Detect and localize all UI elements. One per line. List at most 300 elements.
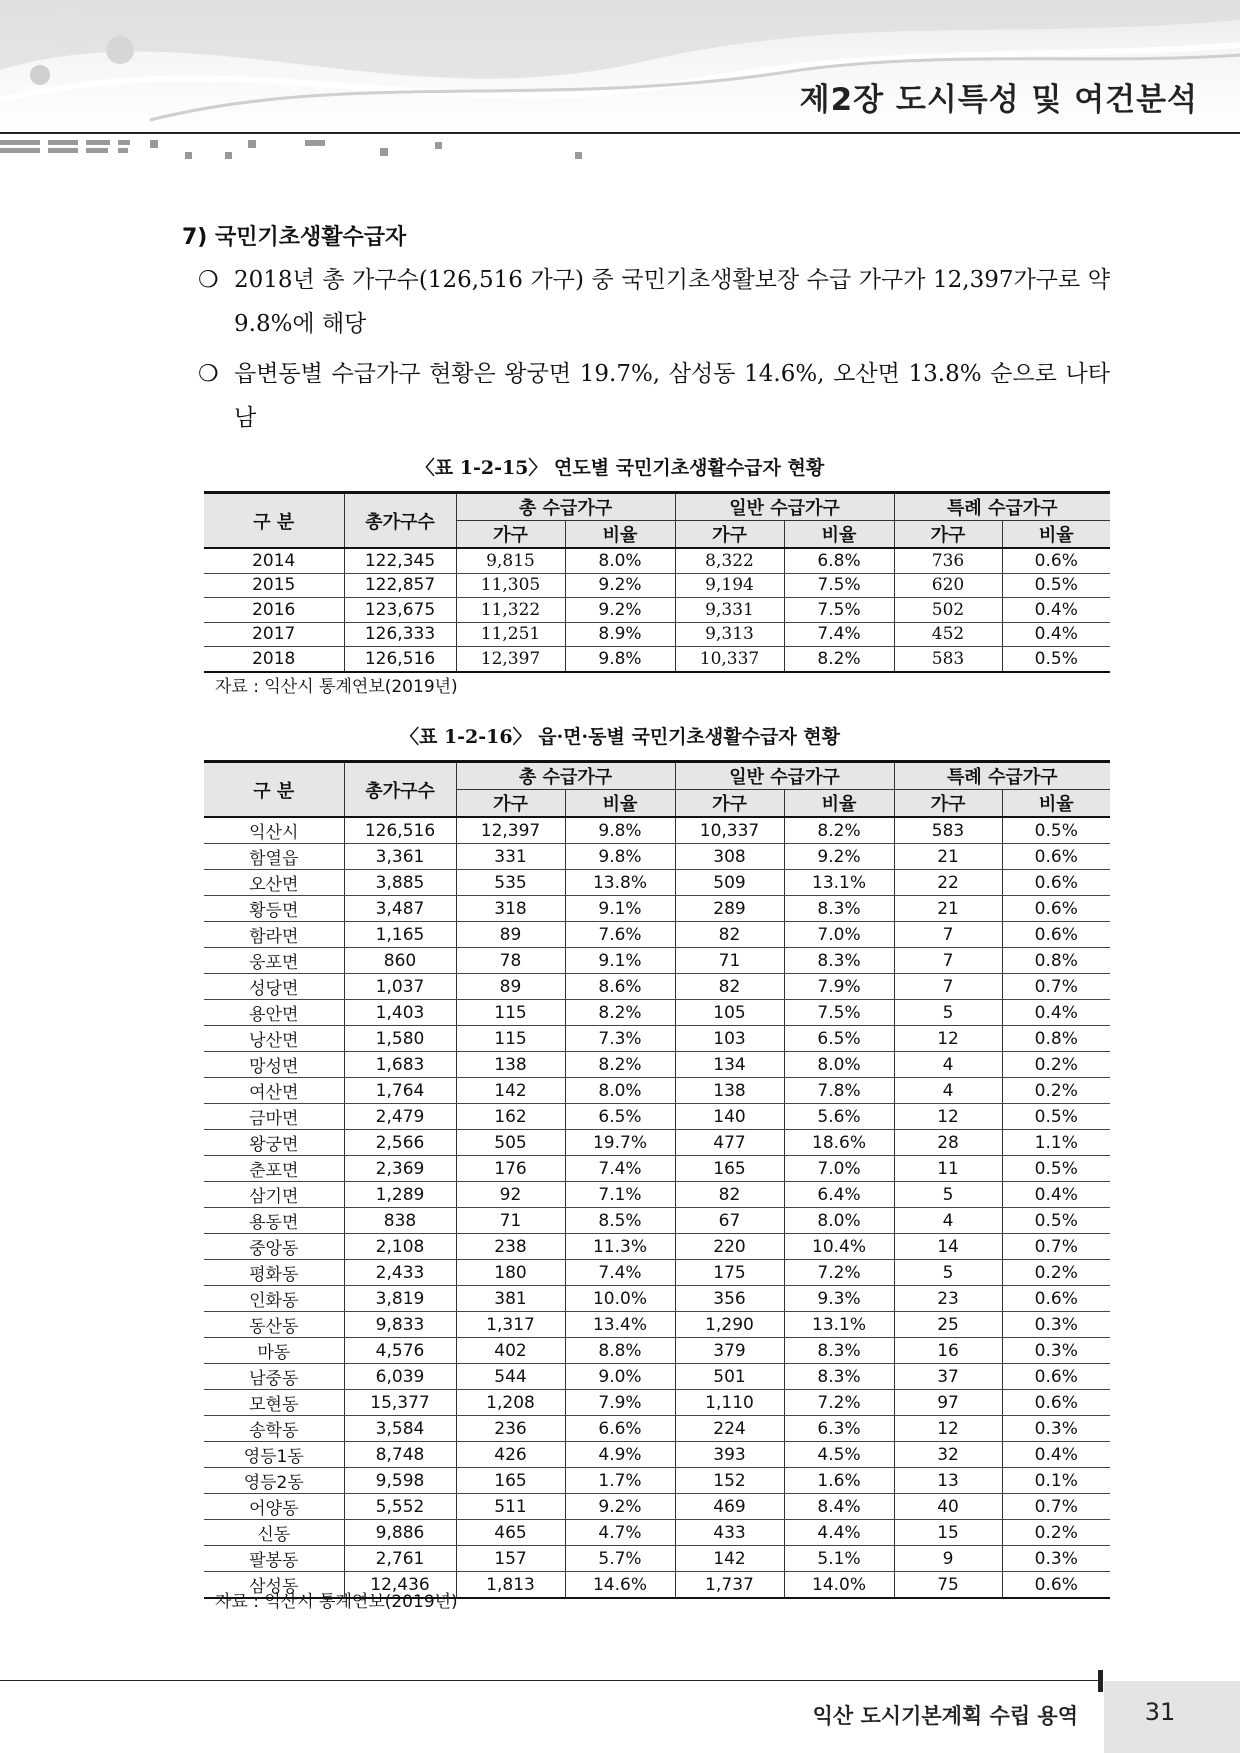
header-ratio: 비율 [784, 790, 894, 818]
cell-recipient-households: 1,317 [456, 1312, 565, 1338]
cell-special-ratio: 0.3% [1002, 1546, 1110, 1572]
cell-special-ratio: 0.2% [1002, 1520, 1110, 1546]
cell-recipient-households: 236 [456, 1416, 565, 1442]
cell-general-households: 140 [675, 1104, 784, 1130]
cell-special-ratio: 0.7% [1002, 1494, 1110, 1520]
cell-row-label: 신동 [204, 1520, 344, 1546]
cell-total-households: 2,566 [344, 1130, 456, 1156]
header-general-recipients: 일반 수급가구 [675, 493, 894, 521]
cell-special-ratio: 0.4% [1002, 622, 1110, 647]
cell-general-households: 469 [675, 1494, 784, 1520]
cell-general-households: 152 [675, 1468, 784, 1494]
cell-special-households: 736 [894, 548, 1002, 573]
header-households: 가구 [675, 790, 784, 818]
cell-recipient-households: 402 [456, 1338, 565, 1364]
cell-total-households: 1,683 [344, 1052, 456, 1078]
cell-general-households: 142 [675, 1546, 784, 1572]
cell-general-households: 67 [675, 1208, 784, 1234]
cell-recipient-households: 11,251 [456, 622, 565, 647]
cell-general-ratio: 8.0% [784, 1208, 894, 1234]
cell-total-households: 5,552 [344, 1494, 456, 1520]
table-row [204, 598, 1110, 623]
cell-recipient-ratio: 4.7% [565, 1520, 675, 1546]
cell-special-ratio: 0.6% [1002, 1364, 1110, 1390]
cell-recipient-ratio: 13.8% [565, 870, 675, 896]
cell-row-label: 영등2동 [204, 1468, 344, 1494]
cell-recipient-households: 180 [456, 1260, 565, 1286]
table-row [204, 1520, 1110, 1546]
cell-row-label: 모현동 [204, 1390, 344, 1416]
cell-total-households: 2,761 [344, 1546, 456, 1572]
cell-special-ratio: 0.6% [1002, 922, 1110, 948]
cell-special-ratio: 0.2% [1002, 1260, 1110, 1286]
cell-recipient-ratio: 11.3% [565, 1234, 675, 1260]
cell-special-households: 13 [894, 1468, 1002, 1494]
cell-recipient-ratio: 8.5% [565, 1208, 675, 1234]
cell-row-label: 2018 [204, 647, 344, 672]
cell-special-ratio: 0.6% [1002, 896, 1110, 922]
cell-row-label: 황등면 [204, 896, 344, 922]
cell-general-households: 134 [675, 1052, 784, 1078]
cell-recipient-ratio: 13.4% [565, 1312, 675, 1338]
cell-recipient-ratio: 8.8% [565, 1338, 675, 1364]
cell-row-label: 용안면 [204, 1000, 344, 1026]
cell-row-label: 익산시 [204, 817, 344, 844]
cell-general-ratio: 6.3% [784, 1416, 894, 1442]
cell-total-households: 9,886 [344, 1520, 456, 1546]
cell-general-ratio: 7.4% [784, 622, 894, 647]
cell-general-ratio: 7.9% [784, 974, 894, 1000]
cell-recipient-ratio: 9.2% [565, 1494, 675, 1520]
cell-row-label: 남중동 [204, 1364, 344, 1390]
cell-special-ratio: 0.6% [1002, 548, 1110, 573]
cell-total-households: 1,580 [344, 1026, 456, 1052]
cell-row-label: 여산면 [204, 1078, 344, 1104]
cell-general-ratio: 1.6% [784, 1468, 894, 1494]
cell-special-households: 4 [894, 1208, 1002, 1234]
table-row [204, 1104, 1110, 1130]
table-row [204, 844, 1110, 870]
cell-general-households: 10,337 [675, 647, 784, 672]
table-row [204, 1286, 1110, 1312]
cell-special-households: 11 [894, 1156, 1002, 1182]
cell-general-ratio: 10.4% [784, 1234, 894, 1260]
cell-special-households: 4 [894, 1078, 1002, 1104]
header-special-recipients: 특례 수급가구 [894, 493, 1110, 521]
cell-special-households: 4 [894, 1052, 1002, 1078]
cell-general-ratio: 7.2% [784, 1390, 894, 1416]
cell-general-ratio: 7.2% [784, 1260, 894, 1286]
cell-special-households: 12 [894, 1104, 1002, 1130]
cell-general-households: 224 [675, 1416, 784, 1442]
header-ratio: 비율 [565, 790, 675, 818]
table-row [204, 870, 1110, 896]
table2-source: 자료 : 익산시 통계연보(2019년) [215, 1592, 458, 1612]
bullet-text: 2018년 총 가구수(126,516 가구) 중 국민기초생활보장 수급 가구가 12,397가구로 약 9.8%에 해당 [234, 267, 1110, 337]
cell-row-label: 2014 [204, 548, 344, 573]
cell-total-households: 122,345 [344, 548, 456, 573]
cell-total-households: 1,403 [344, 1000, 456, 1026]
cell-general-ratio: 4.5% [784, 1442, 894, 1468]
cell-recipient-households: 505 [456, 1130, 565, 1156]
table-row [204, 548, 1110, 573]
cell-total-households: 12,436 [344, 1572, 456, 1599]
cell-special-households: 9 [894, 1546, 1002, 1572]
cell-row-label: 인화동 [204, 1286, 344, 1312]
cell-recipient-ratio: 9.8% [565, 647, 675, 672]
cell-recipient-households: 165 [456, 1468, 565, 1494]
page-header [0, 0, 1240, 135]
cell-general-households: 71 [675, 948, 784, 974]
cell-general-ratio: 13.1% [784, 1312, 894, 1338]
cell-general-ratio: 9.3% [784, 1286, 894, 1312]
cell-total-households: 126,516 [344, 647, 456, 672]
cell-special-households: 15 [894, 1520, 1002, 1546]
cell-recipient-households: 9,815 [456, 548, 565, 573]
cell-general-ratio: 6.8% [784, 548, 894, 573]
cell-special-ratio: 0.4% [1002, 598, 1110, 623]
cell-special-households: 5 [894, 1182, 1002, 1208]
cell-row-label: 망성면 [204, 1052, 344, 1078]
cell-total-households: 3,584 [344, 1416, 456, 1442]
table1-yearly [204, 491, 1110, 673]
cell-special-households: 23 [894, 1286, 1002, 1312]
table-row [204, 1494, 1110, 1520]
cell-row-label: 오산면 [204, 870, 344, 896]
cell-total-households: 3,361 [344, 844, 456, 870]
cell-recipient-ratio: 7.9% [565, 1390, 675, 1416]
cell-recipient-ratio: 7.1% [565, 1182, 675, 1208]
cell-special-ratio: 0.5% [1002, 1208, 1110, 1234]
cell-general-ratio: 5.1% [784, 1546, 894, 1572]
table-row [204, 622, 1110, 647]
cell-special-households: 37 [894, 1364, 1002, 1390]
cell-recipient-ratio: 8.6% [565, 974, 675, 1000]
footer-title: 익산 도시기본계획 수립 용역 [812, 1704, 1078, 1728]
cell-recipient-ratio: 9.2% [565, 573, 675, 598]
cell-general-households: 82 [675, 1182, 784, 1208]
cell-row-label: 삼기면 [204, 1182, 344, 1208]
cell-total-households: 3,885 [344, 870, 456, 896]
cell-special-ratio: 0.7% [1002, 974, 1110, 1000]
cell-recipient-ratio: 4.9% [565, 1442, 675, 1468]
cell-recipient-ratio: 8.9% [565, 622, 675, 647]
table-row [204, 1078, 1110, 1104]
cell-special-ratio: 0.6% [1002, 1572, 1110, 1599]
cell-row-label: 어양동 [204, 1494, 344, 1520]
cell-recipient-households: 162 [456, 1104, 565, 1130]
cell-general-ratio: 8.3% [784, 948, 894, 974]
cell-special-ratio: 0.5% [1002, 1156, 1110, 1182]
cell-recipient-ratio: 7.6% [565, 922, 675, 948]
cell-general-households: 393 [675, 1442, 784, 1468]
header-ratio: 비율 [1002, 790, 1110, 818]
table-row [204, 647, 1110, 672]
cell-special-ratio: 0.8% [1002, 948, 1110, 974]
cell-general-households: 1,110 [675, 1390, 784, 1416]
cell-special-households: 21 [894, 896, 1002, 922]
cell-general-ratio: 8.3% [784, 1338, 894, 1364]
table-row [204, 1156, 1110, 1182]
cell-total-households: 15,377 [344, 1390, 456, 1416]
header-households: 가구 [675, 521, 784, 549]
cell-special-ratio: 0.2% [1002, 1078, 1110, 1104]
header-total-households: 총가구수 [344, 493, 456, 549]
cell-special-households: 21 [894, 844, 1002, 870]
cell-special-ratio: 0.5% [1002, 647, 1110, 672]
bullet-text: 읍변동별 수급가구 현황은 왕궁면 19.7%, 삼성동 14.6%, 오산면 13.8% 순으로 나타남 [234, 361, 1110, 431]
cell-recipient-ratio: 1.7% [565, 1468, 675, 1494]
cell-recipient-ratio: 7.4% [565, 1156, 675, 1182]
cell-general-ratio: 7.5% [784, 1000, 894, 1026]
cell-recipient-ratio: 9.1% [565, 948, 675, 974]
header-households: 가구 [894, 790, 1002, 818]
cell-recipient-ratio: 10.0% [565, 1286, 675, 1312]
cell-row-label: 팔봉동 [204, 1546, 344, 1572]
cell-general-ratio: 7.0% [784, 922, 894, 948]
cell-row-label: 낭산면 [204, 1026, 344, 1052]
cell-recipient-ratio: 14.6% [565, 1572, 675, 1599]
cell-general-households: 308 [675, 844, 784, 870]
cell-total-households: 2,433 [344, 1260, 456, 1286]
cell-recipient-households: 115 [456, 1026, 565, 1052]
cell-general-households: 356 [675, 1286, 784, 1312]
cell-special-ratio: 0.7% [1002, 1234, 1110, 1260]
cell-recipient-households: 1,813 [456, 1572, 565, 1599]
header-general-recipients: 일반 수급가구 [675, 762, 894, 790]
cell-general-households: 1,290 [675, 1312, 784, 1338]
cell-total-households: 123,675 [344, 598, 456, 623]
page-number: 31 [1144, 1698, 1176, 1726]
cell-general-ratio: 8.4% [784, 1494, 894, 1520]
cell-total-households: 122,857 [344, 573, 456, 598]
cell-row-label: 함열읍 [204, 844, 344, 870]
table-row [204, 1364, 1110, 1390]
cell-special-ratio: 0.8% [1002, 1026, 1110, 1052]
bullet-paragraph [198, 352, 1110, 440]
header-dots-decoration [0, 138, 600, 168]
cell-recipient-ratio: 6.6% [565, 1416, 675, 1442]
cell-special-ratio: 0.4% [1002, 1000, 1110, 1026]
cell-recipient-households: 12,397 [456, 647, 565, 672]
cell-special-households: 40 [894, 1494, 1002, 1520]
cell-special-households: 5 [894, 1260, 1002, 1286]
cell-general-households: 9,331 [675, 598, 784, 623]
cell-recipient-households: 115 [456, 1000, 565, 1026]
cell-total-households: 3,487 [344, 896, 456, 922]
header-rule [0, 132, 1240, 134]
cell-total-households: 4,576 [344, 1338, 456, 1364]
cell-total-households: 2,108 [344, 1234, 456, 1260]
cell-total-households: 1,037 [344, 974, 456, 1000]
cell-general-households: 477 [675, 1130, 784, 1156]
cell-total-households: 6,039 [344, 1364, 456, 1390]
cell-special-households: 620 [894, 573, 1002, 598]
cell-general-ratio: 4.4% [784, 1520, 894, 1546]
cell-special-households: 28 [894, 1130, 1002, 1156]
cell-general-ratio: 8.3% [784, 1364, 894, 1390]
footer-rule [0, 1680, 1100, 1681]
cell-special-households: 583 [894, 817, 1002, 844]
cell-total-households: 126,516 [344, 817, 456, 844]
table1-caption: 〈표 1-2-15〉 연도별 국민기초생활수급자 현황 [415, 457, 825, 479]
cell-general-ratio: 7.5% [784, 598, 894, 623]
cell-recipient-households: 426 [456, 1442, 565, 1468]
cell-recipient-ratio: 9.2% [565, 598, 675, 623]
cell-row-label: 용동면 [204, 1208, 344, 1234]
cell-recipient-households: 11,305 [456, 573, 565, 598]
cell-general-ratio: 9.2% [784, 844, 894, 870]
cell-special-households: 583 [894, 647, 1002, 672]
cell-general-households: 103 [675, 1026, 784, 1052]
cell-total-households: 9,598 [344, 1468, 456, 1494]
cell-special-households: 22 [894, 870, 1002, 896]
cell-special-ratio: 0.5% [1002, 817, 1110, 844]
cell-special-ratio: 0.3% [1002, 1416, 1110, 1442]
cell-recipient-households: 465 [456, 1520, 565, 1546]
cell-row-label: 중앙동 [204, 1234, 344, 1260]
cell-special-ratio: 1.1% [1002, 1130, 1110, 1156]
cell-recipient-households: 11,322 [456, 598, 565, 623]
cell-recipient-households: 318 [456, 896, 565, 922]
cell-general-households: 501 [675, 1364, 784, 1390]
circle-bullet-icon: ❍ [198, 267, 219, 293]
cell-recipient-households: 176 [456, 1156, 565, 1182]
cell-recipient-ratio: 8.0% [565, 548, 675, 573]
cell-special-households: 12 [894, 1026, 1002, 1052]
table-row [204, 948, 1110, 974]
cell-row-label: 영등1동 [204, 1442, 344, 1468]
cell-special-households: 7 [894, 974, 1002, 1000]
cell-general-households: 9,313 [675, 622, 784, 647]
cell-special-households: 12 [894, 1416, 1002, 1442]
cell-recipient-ratio: 8.0% [565, 1078, 675, 1104]
cell-general-households: 379 [675, 1338, 784, 1364]
table-row [204, 817, 1110, 844]
cell-recipient-households: 78 [456, 948, 565, 974]
cell-special-ratio: 0.1% [1002, 1468, 1110, 1494]
cell-general-households: 105 [675, 1000, 784, 1026]
header-total-recipients: 총 수급가구 [456, 762, 675, 790]
cell-special-households: 7 [894, 948, 1002, 974]
cell-general-ratio: 6.4% [784, 1182, 894, 1208]
header-gubun: 구 분 [204, 762, 344, 818]
table-row [204, 1234, 1110, 1260]
cell-general-ratio: 8.2% [784, 647, 894, 672]
cell-row-label: 2015 [204, 573, 344, 598]
cell-special-households: 32 [894, 1442, 1002, 1468]
table-row [204, 896, 1110, 922]
cell-special-ratio: 0.6% [1002, 870, 1110, 896]
cell-special-households: 452 [894, 622, 1002, 647]
cell-special-ratio: 0.2% [1002, 1052, 1110, 1078]
cell-general-households: 175 [675, 1260, 784, 1286]
cell-special-households: 502 [894, 598, 1002, 623]
header-households: 가구 [894, 521, 1002, 549]
header-total-recipients: 총 수급가구 [456, 493, 675, 521]
cell-general-households: 1,737 [675, 1572, 784, 1599]
header-special-recipients: 특례 수급가구 [894, 762, 1110, 790]
cell-special-ratio: 0.6% [1002, 844, 1110, 870]
header-households: 가구 [456, 790, 565, 818]
cell-special-households: 7 [894, 922, 1002, 948]
cell-special-ratio: 0.3% [1002, 1338, 1110, 1364]
cell-recipient-households: 544 [456, 1364, 565, 1390]
cell-recipient-ratio: 8.2% [565, 1052, 675, 1078]
table-row [204, 1546, 1110, 1572]
cell-recipient-ratio: 9.1% [565, 896, 675, 922]
cell-special-ratio: 0.5% [1002, 1104, 1110, 1130]
cell-total-households: 8,748 [344, 1442, 456, 1468]
circle-bullet-icon: ❍ [198, 361, 219, 387]
cell-total-households: 3,819 [344, 1286, 456, 1312]
cell-recipient-households: 535 [456, 870, 565, 896]
cell-row-label: 삼성동 [204, 1572, 344, 1599]
header-ratio: 비율 [565, 521, 675, 549]
cell-general-households: 509 [675, 870, 784, 896]
cell-recipient-ratio: 7.4% [565, 1260, 675, 1286]
cell-general-households: 289 [675, 896, 784, 922]
header-total-households: 총가구수 [344, 762, 456, 818]
cell-row-label: 2017 [204, 622, 344, 647]
cell-row-label: 평화동 [204, 1260, 344, 1286]
cell-general-households: 138 [675, 1078, 784, 1104]
cell-row-label: 금마면 [204, 1104, 344, 1130]
table1-source: 자료 : 익산시 통계연보(2019년) [215, 677, 458, 697]
cell-special-ratio: 0.5% [1002, 573, 1110, 598]
cell-recipient-households: 92 [456, 1182, 565, 1208]
cell-recipient-ratio: 8.2% [565, 1000, 675, 1026]
cell-recipient-ratio: 9.0% [565, 1364, 675, 1390]
header-ratio: 비율 [1002, 521, 1110, 549]
cell-general-ratio: 18.6% [784, 1130, 894, 1156]
cell-general-ratio: 13.1% [784, 870, 894, 896]
table-row [204, 1416, 1110, 1442]
cell-total-households: 1,289 [344, 1182, 456, 1208]
cell-row-label: 마동 [204, 1338, 344, 1364]
cell-total-households: 838 [344, 1208, 456, 1234]
cell-recipient-households: 89 [456, 974, 565, 1000]
cell-total-households: 2,369 [344, 1156, 456, 1182]
cell-general-ratio: 7.5% [784, 573, 894, 598]
cell-row-label: 왕궁면 [204, 1130, 344, 1156]
cell-general-ratio: 7.8% [784, 1078, 894, 1104]
table-row [204, 1312, 1110, 1338]
cell-general-ratio: 8.0% [784, 1052, 894, 1078]
cell-recipient-households: 381 [456, 1286, 565, 1312]
chapter-title: 제2장 도시특성 및 여건분석 [799, 82, 1198, 118]
cell-general-ratio: 8.2% [784, 817, 894, 844]
cell-general-households: 82 [675, 922, 784, 948]
cell-recipient-households: 71 [456, 1208, 565, 1234]
cell-recipient-ratio: 6.5% [565, 1104, 675, 1130]
cell-total-households: 860 [344, 948, 456, 974]
cell-general-ratio: 14.0% [784, 1572, 894, 1599]
table-row [204, 974, 1110, 1000]
header-ratio: 비율 [784, 521, 894, 549]
cell-special-ratio: 0.3% [1002, 1312, 1110, 1338]
cell-total-households: 1,165 [344, 922, 456, 948]
cell-row-label: 동산동 [204, 1312, 344, 1338]
cell-recipient-ratio: 5.7% [565, 1546, 675, 1572]
cell-recipient-households: 331 [456, 844, 565, 870]
table-row [204, 1208, 1110, 1234]
table-row [204, 1442, 1110, 1468]
table-row [204, 1052, 1110, 1078]
table-row [204, 922, 1110, 948]
cell-special-ratio: 0.6% [1002, 1390, 1110, 1416]
cell-total-households: 2,479 [344, 1104, 456, 1130]
